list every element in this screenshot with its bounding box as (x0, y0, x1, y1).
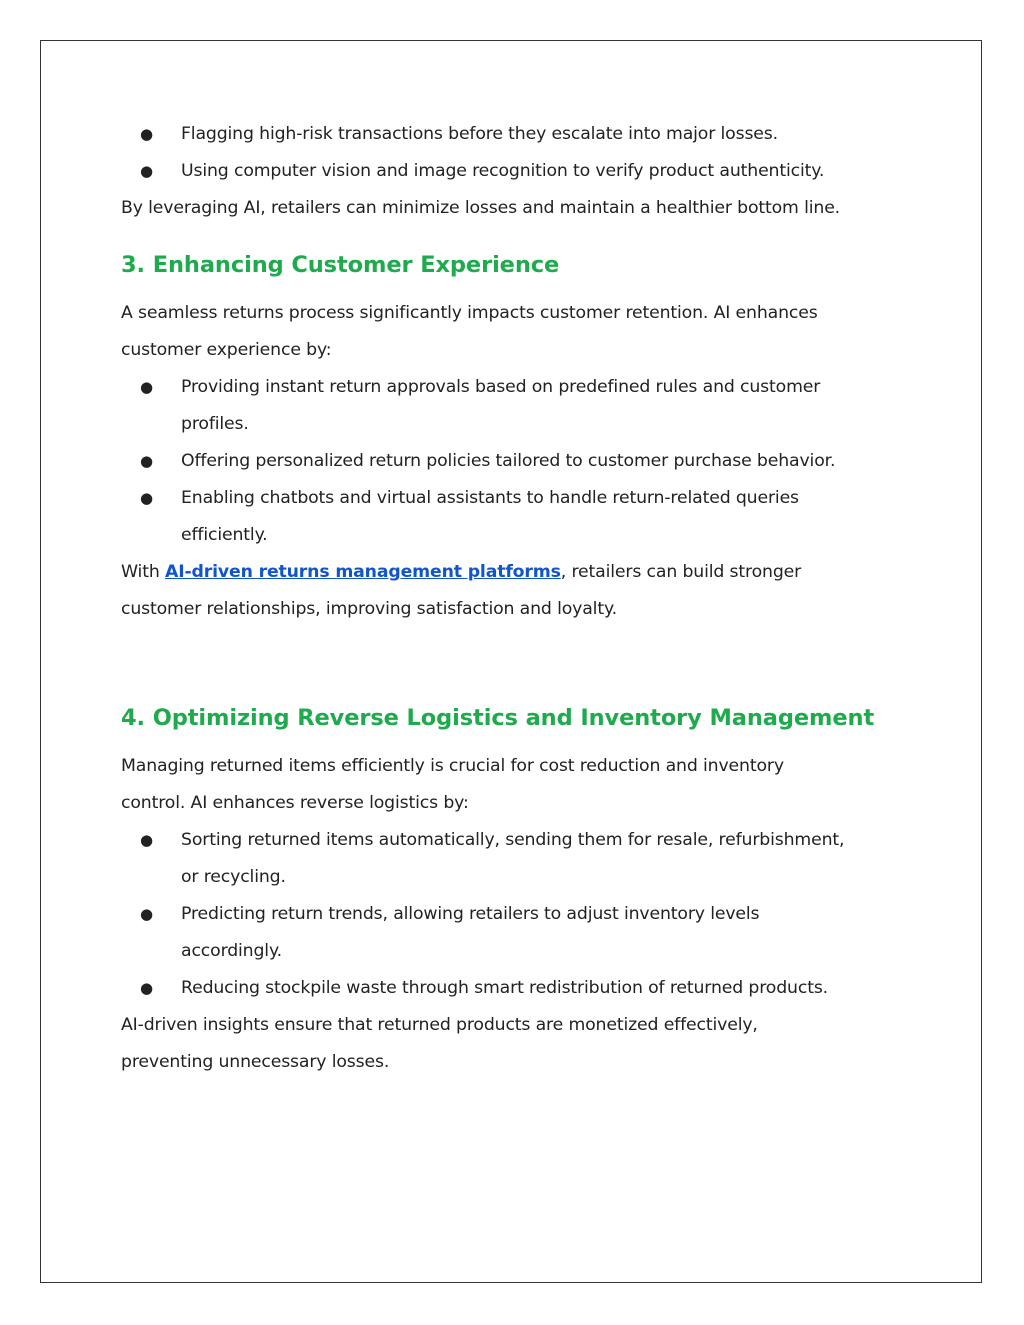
list-item (121, 896, 941, 933)
bullet-icon: ● (140, 489, 153, 507)
paragraph: Managing returned items efficiently is crucial for cost reduction and inventory (121, 756, 784, 776)
paragraph: By leveraging AI, retailers can minimize losses and maintain a healthier bottom line. (121, 198, 841, 218)
paragraph (121, 554, 941, 591)
list-item-text: Flagging high-risk transactions before they escalate into major losses. (181, 124, 778, 144)
list-item-text: Offering personalized return policies tailored to customer purchase behavior. (181, 451, 836, 471)
paragraph: preventing unnecessary losses. (121, 1052, 390, 1072)
list-item (121, 443, 941, 480)
list-item (121, 970, 941, 1007)
section-heading: 4. Optimizing Reverse Logistics and Inventory Management (121, 705, 875, 731)
paragraph: A seamless returns process significantly impacts customer retention. AI enhances (121, 303, 818, 323)
bullet-icon: ● (140, 162, 153, 180)
list-item (121, 822, 941, 859)
list-item-text: Using computer vision and image recognition to verify product authenticity. (181, 161, 825, 181)
bullet-icon: ● (140, 125, 153, 143)
list-item-continuation: efficiently. (181, 525, 268, 545)
page-content (121, 119, 941, 1081)
list-item-text: Predicting return trends, allowing retailers to adjust inventory levels (181, 904, 760, 924)
list-item-text: Reducing stockpile waste through smart redistribution of returned products. (181, 978, 829, 998)
list-item-continuation: accordingly. (181, 941, 282, 961)
list-item (121, 369, 941, 406)
list-item (121, 116, 941, 153)
text-span: With (121, 562, 165, 582)
list-item-text: Providing instant return approvals based on predefined rules and customer (181, 377, 821, 397)
text-span: , retailers can build stronger (560, 562, 802, 582)
returns-platform-link[interactable]: AI-driven returns management platforms (164, 562, 561, 582)
list-item-continuation: profiles. (181, 414, 249, 434)
bullet-icon: ● (140, 905, 153, 923)
paragraph: customer experience by: (121, 340, 332, 360)
bullet-icon: ● (140, 831, 153, 849)
bullet-icon: ● (140, 378, 153, 396)
document-page (40, 40, 982, 1283)
paragraph: customer relationships, improving satisfaction and loyalty. (121, 599, 617, 619)
list-item (121, 153, 941, 190)
paragraph: control. AI enhances reverse logistics by: (121, 793, 469, 813)
section-heading: 3. Enhancing Customer Experience (121, 252, 560, 278)
list-item (121, 480, 941, 517)
list-item-text: Enabling chatbots and virtual assistants to handle return-related queries (181, 488, 799, 508)
paragraph: AI-driven insights ensure that returned products are monetized effectively, (121, 1015, 758, 1035)
list-item-text: Sorting returned items automatically, sending them for resale, refurbishment, (181, 830, 845, 850)
list-item-continuation: or recycling. (181, 867, 286, 887)
bullet-icon: ● (140, 979, 153, 997)
bullet-icon: ● (140, 452, 153, 470)
